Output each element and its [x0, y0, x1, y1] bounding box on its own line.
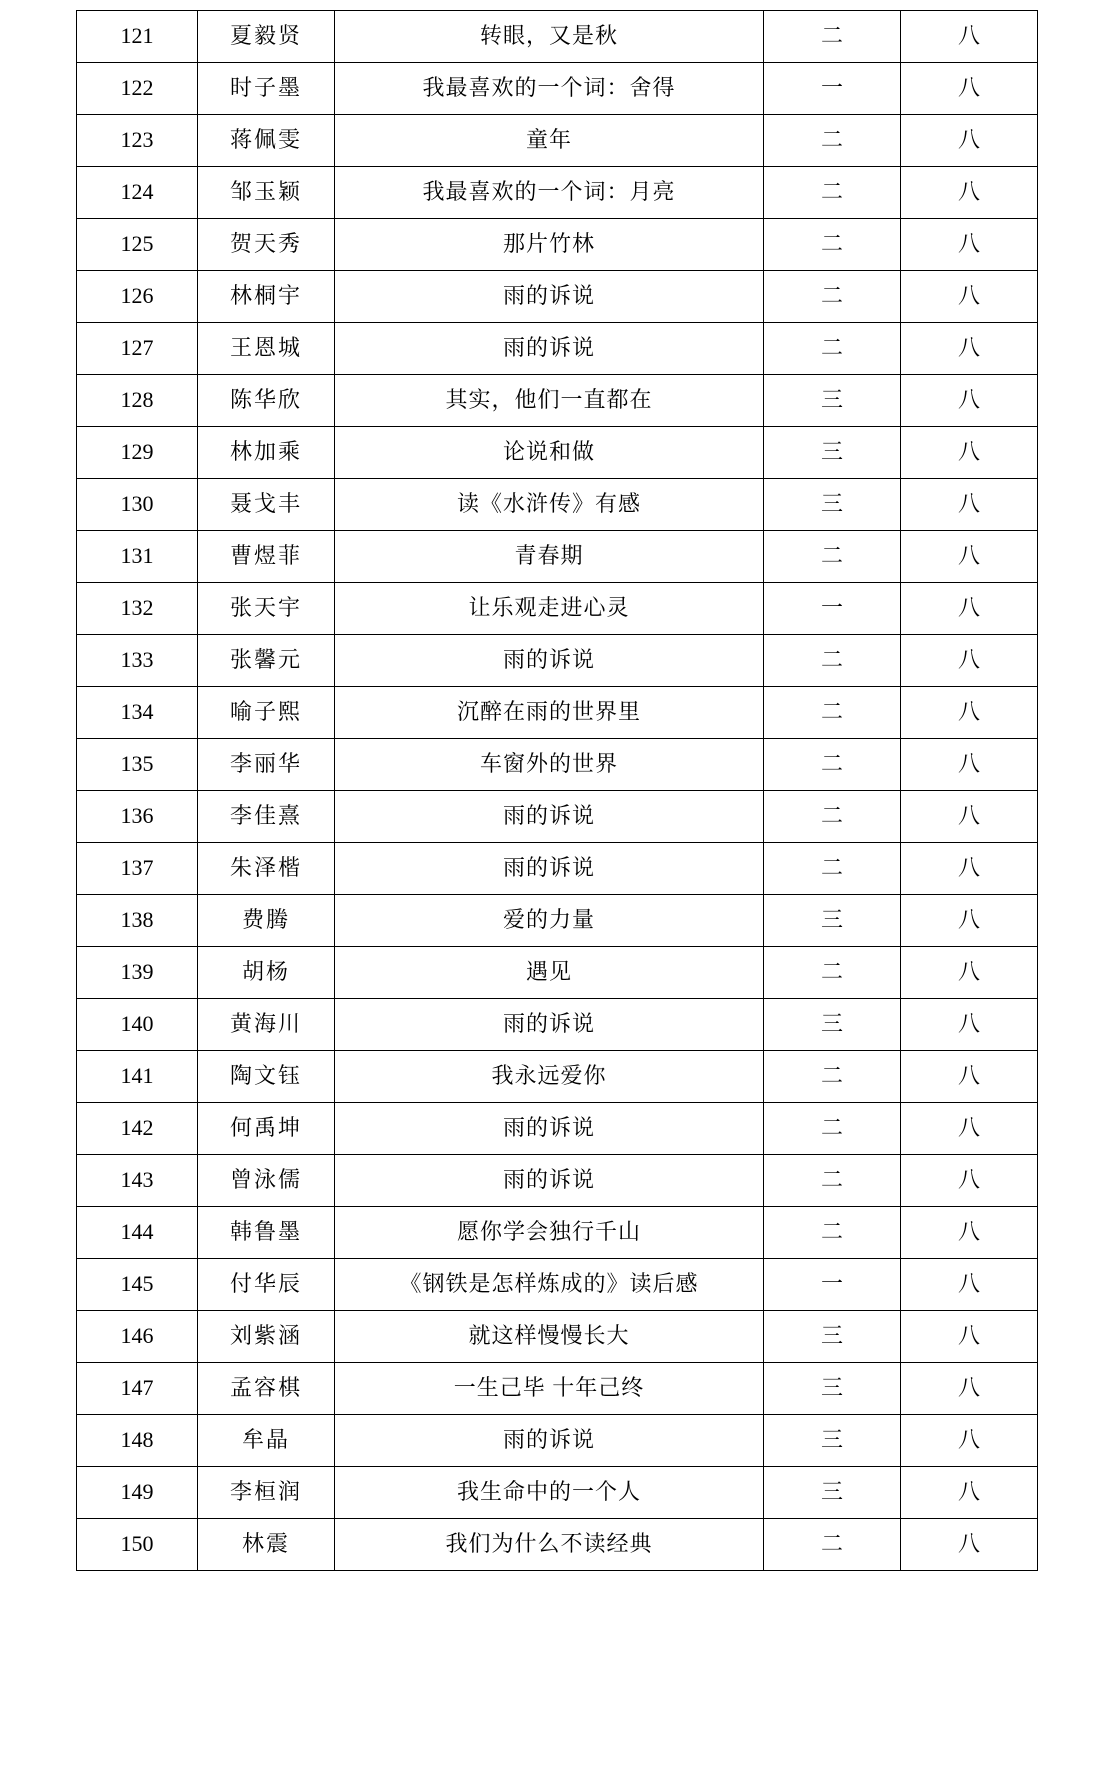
cell-number: 126 [77, 271, 198, 323]
cell-name: 林加乘 [198, 427, 335, 479]
cell-name: 李桓润 [198, 1467, 335, 1519]
cell-grade: 二 [764, 739, 901, 791]
cell-class: 八 [901, 375, 1038, 427]
cell-class: 八 [901, 583, 1038, 635]
cell-name: 张馨元 [198, 635, 335, 687]
cell-name: 陈华欣 [198, 375, 335, 427]
cell-number: 136 [77, 791, 198, 843]
table-row [77, 531, 1038, 583]
cell-class: 八 [901, 1467, 1038, 1519]
cell-name: 喻子熙 [198, 687, 335, 739]
cell-title: 那片竹林 [335, 219, 764, 271]
cell-class: 八 [901, 115, 1038, 167]
cell-title: 青春期 [335, 531, 764, 583]
cell-name: 何禹坤 [198, 1103, 335, 1155]
cell-name: 李佳熹 [198, 791, 335, 843]
cell-class: 八 [901, 531, 1038, 583]
cell-number: 123 [77, 115, 198, 167]
cell-class: 八 [901, 1207, 1038, 1259]
cell-class: 八 [901, 1259, 1038, 1311]
cell-class: 八 [901, 219, 1038, 271]
cell-title: 我们为什么不读经典 [335, 1519, 764, 1571]
cell-number: 132 [77, 583, 198, 635]
cell-class: 八 [901, 635, 1038, 687]
cell-title: 雨的诉说 [335, 1155, 764, 1207]
cell-grade: 三 [764, 479, 901, 531]
cell-grade: 三 [764, 895, 901, 947]
cell-number: 142 [77, 1103, 198, 1155]
cell-name: 邹玉颖 [198, 167, 335, 219]
table-row [77, 1051, 1038, 1103]
cell-title: 爱的力量 [335, 895, 764, 947]
cell-number: 127 [77, 323, 198, 375]
cell-grade: 二 [764, 687, 901, 739]
table-row [77, 843, 1038, 895]
table-row [77, 427, 1038, 479]
cell-class: 八 [901, 323, 1038, 375]
table-row [77, 1207, 1038, 1259]
cell-grade: 三 [764, 1363, 901, 1415]
table-row [77, 1415, 1038, 1467]
cell-number: 125 [77, 219, 198, 271]
table-row [77, 635, 1038, 687]
cell-grade: 二 [764, 1155, 901, 1207]
cell-class: 八 [901, 1051, 1038, 1103]
cell-grade: 一 [764, 1259, 901, 1311]
cell-grade: 二 [764, 323, 901, 375]
table-row [77, 999, 1038, 1051]
cell-title: 《钢铁是怎样炼成的》读后感 [335, 1259, 764, 1311]
cell-number: 122 [77, 63, 198, 115]
cell-title: 雨的诉说 [335, 999, 764, 1051]
cell-class: 八 [901, 1363, 1038, 1415]
cell-name: 蒋佩雯 [198, 115, 335, 167]
table-row [77, 63, 1038, 115]
cell-title: 车窗外的世界 [335, 739, 764, 791]
cell-number: 150 [77, 1519, 198, 1571]
cell-grade: 二 [764, 219, 901, 271]
cell-title: 雨的诉说 [335, 1103, 764, 1155]
cell-class: 八 [901, 895, 1038, 947]
cell-number: 148 [77, 1415, 198, 1467]
cell-class: 八 [901, 1415, 1038, 1467]
table-row [77, 323, 1038, 375]
cell-number: 141 [77, 1051, 198, 1103]
cell-class: 八 [901, 271, 1038, 323]
cell-title: 一生己毕 十年己终 [335, 1363, 764, 1415]
cell-name: 韩鲁墨 [198, 1207, 335, 1259]
cell-title: 雨的诉说 [335, 271, 764, 323]
cell-class: 八 [901, 843, 1038, 895]
cell-number: 146 [77, 1311, 198, 1363]
cell-name: 曾泳儒 [198, 1155, 335, 1207]
cell-number: 144 [77, 1207, 198, 1259]
cell-number: 121 [77, 11, 198, 63]
table-row [77, 1103, 1038, 1155]
cell-number: 147 [77, 1363, 198, 1415]
cell-class: 八 [901, 1155, 1038, 1207]
cell-name: 王恩城 [198, 323, 335, 375]
cell-grade: 二 [764, 167, 901, 219]
cell-class: 八 [901, 11, 1038, 63]
cell-grade: 一 [764, 583, 901, 635]
cell-number: 129 [77, 427, 198, 479]
cell-title: 我最喜欢的一个词：舍得 [335, 63, 764, 115]
cell-name: 林桐宇 [198, 271, 335, 323]
cell-title: 雨的诉说 [335, 1415, 764, 1467]
cell-class: 八 [901, 427, 1038, 479]
cell-grade: 二 [764, 843, 901, 895]
cell-name: 刘紫涵 [198, 1311, 335, 1363]
cell-number: 131 [77, 531, 198, 583]
cell-title: 雨的诉说 [335, 791, 764, 843]
cell-number: 134 [77, 687, 198, 739]
table-row [77, 1519, 1038, 1571]
table-row [77, 271, 1038, 323]
cell-name: 费腾 [198, 895, 335, 947]
cell-class: 八 [901, 1103, 1038, 1155]
cell-grade: 二 [764, 531, 901, 583]
table-row [77, 739, 1038, 791]
cell-class: 八 [901, 791, 1038, 843]
cell-title: 童年 [335, 115, 764, 167]
cell-class: 八 [901, 687, 1038, 739]
cell-title: 我最喜欢的一个词：月亮 [335, 167, 764, 219]
cell-name: 张天宇 [198, 583, 335, 635]
cell-grade: 二 [764, 115, 901, 167]
cell-number: 130 [77, 479, 198, 531]
cell-grade: 三 [764, 375, 901, 427]
table-row [77, 479, 1038, 531]
cell-title: 让乐观走进心灵 [335, 583, 764, 635]
cell-number: 140 [77, 999, 198, 1051]
table-row [77, 687, 1038, 739]
cell-number: 149 [77, 1467, 198, 1519]
cell-grade: 二 [764, 635, 901, 687]
table-row [77, 1467, 1038, 1519]
table-row [77, 375, 1038, 427]
cell-number: 143 [77, 1155, 198, 1207]
table-row [77, 1259, 1038, 1311]
cell-grade: 二 [764, 1207, 901, 1259]
table-row [77, 115, 1038, 167]
cell-number: 133 [77, 635, 198, 687]
cell-name: 时子墨 [198, 63, 335, 115]
table-row [77, 1155, 1038, 1207]
cell-class: 八 [901, 479, 1038, 531]
cell-title: 雨的诉说 [335, 635, 764, 687]
table-row [77, 1311, 1038, 1363]
cell-grade: 三 [764, 1311, 901, 1363]
cell-number: 145 [77, 1259, 198, 1311]
cell-class: 八 [901, 739, 1038, 791]
cell-title: 遇见 [335, 947, 764, 999]
cell-name: 孟容棋 [198, 1363, 335, 1415]
cell-name: 聂戈丰 [198, 479, 335, 531]
cell-grade: 二 [764, 11, 901, 63]
cell-grade: 三 [764, 1467, 901, 1519]
cell-class: 八 [901, 167, 1038, 219]
cell-title: 我生命中的一个人 [335, 1467, 764, 1519]
cell-title: 转眼，又是秋 [335, 11, 764, 63]
cell-grade: 三 [764, 999, 901, 1051]
cell-number: 124 [77, 167, 198, 219]
table-row [77, 219, 1038, 271]
cell-number: 139 [77, 947, 198, 999]
cell-title: 愿你学会独行千山 [335, 1207, 764, 1259]
cell-number: 128 [77, 375, 198, 427]
cell-title: 其实，他们一直都在 [335, 375, 764, 427]
cell-name: 付华辰 [198, 1259, 335, 1311]
cell-number: 135 [77, 739, 198, 791]
cell-name: 夏毅贤 [198, 11, 335, 63]
table-row [77, 583, 1038, 635]
cell-name: 胡杨 [198, 947, 335, 999]
cell-name: 陶文钰 [198, 1051, 335, 1103]
cell-grade: 三 [764, 1415, 901, 1467]
table-body [77, 11, 1038, 1571]
cell-name: 贺天秀 [198, 219, 335, 271]
table-row [77, 791, 1038, 843]
award-entries-table [76, 10, 1038, 1571]
cell-grade: 二 [764, 791, 901, 843]
cell-grade: 二 [764, 947, 901, 999]
table-row [77, 947, 1038, 999]
cell-title: 就这样慢慢长大 [335, 1311, 764, 1363]
cell-class: 八 [901, 999, 1038, 1051]
cell-name: 曹煜菲 [198, 531, 335, 583]
cell-name: 黄海川 [198, 999, 335, 1051]
cell-title: 论说和做 [335, 427, 764, 479]
cell-title: 雨的诉说 [335, 843, 764, 895]
cell-class: 八 [901, 63, 1038, 115]
table-row [77, 11, 1038, 63]
table-row [77, 1363, 1038, 1415]
cell-grade: 二 [764, 1103, 901, 1155]
cell-number: 138 [77, 895, 198, 947]
cell-class: 八 [901, 1311, 1038, 1363]
cell-title: 雨的诉说 [335, 323, 764, 375]
cell-title: 我永远爱你 [335, 1051, 764, 1103]
cell-grade: 二 [764, 271, 901, 323]
table-row [77, 167, 1038, 219]
cell-name: 李丽华 [198, 739, 335, 791]
cell-class: 八 [901, 947, 1038, 999]
cell-title: 沉醉在雨的世界里 [335, 687, 764, 739]
cell-class: 八 [901, 1519, 1038, 1571]
cell-number: 137 [77, 843, 198, 895]
cell-grade: 二 [764, 1051, 901, 1103]
cell-grade: 二 [764, 1519, 901, 1571]
table-row [77, 895, 1038, 947]
cell-name: 牟晶 [198, 1415, 335, 1467]
cell-name: 林震 [198, 1519, 335, 1571]
cell-grade: 一 [764, 63, 901, 115]
cell-title: 读《水浒传》有感 [335, 479, 764, 531]
cell-grade: 三 [764, 427, 901, 479]
cell-name: 朱泽楷 [198, 843, 335, 895]
